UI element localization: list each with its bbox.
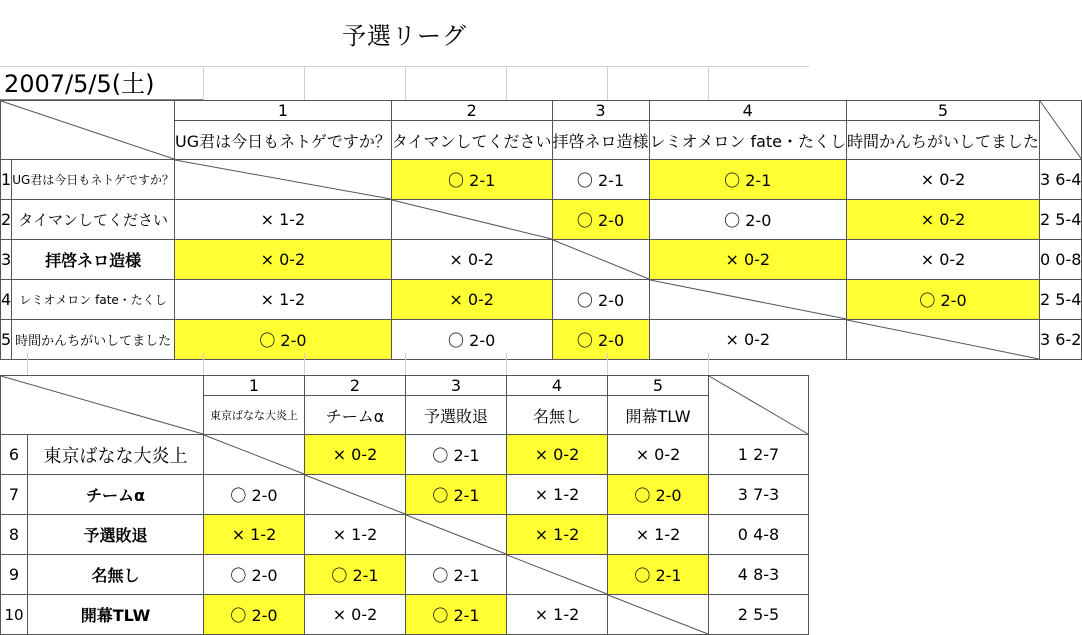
result-cell: × 1-2 <box>204 515 305 555</box>
col-team-name: タイマンしてください <box>391 121 552 160</box>
col-number: 3 <box>406 376 507 396</box>
result-cell: 〇 2-1 <box>406 595 507 635</box>
self-match-cell <box>406 515 507 555</box>
result-cell: 〇 2-0 <box>204 475 305 515</box>
row-number: 9 <box>1 555 28 595</box>
standing-cell: 0 0-8 <box>1040 240 1082 280</box>
gridline <box>203 353 204 375</box>
table-row <box>1 475 809 515</box>
row-number: 8 <box>1 515 28 555</box>
result-cell: × 0-2 <box>847 200 1040 240</box>
row-team-name: 予選敗退 <box>28 515 204 555</box>
standing-cell: 2 5-5 <box>709 595 809 635</box>
row-team-name: 時間かんちがいしてました <box>12 320 175 360</box>
self-match-cell <box>847 320 1040 360</box>
standing-cell: 2 5-4 <box>1040 200 1082 240</box>
gridline <box>304 353 305 375</box>
result-cell: 〇 2-1 <box>649 160 846 200</box>
col-team-name: レミオメロン fate・たくし <box>649 121 846 160</box>
col-team-name: 名無し <box>507 396 608 435</box>
result-cell: × 1-2 <box>507 595 608 635</box>
col-team-name: 予選敗退 <box>406 396 507 435</box>
date-label: 2007/5/5(土) <box>0 68 203 100</box>
self-match-cell <box>552 240 649 280</box>
row-number: 6 <box>1 435 28 475</box>
result-cell: 〇 2-1 <box>406 475 507 515</box>
standing-cell: 3 6-4 <box>1040 160 1082 200</box>
row-number: 1 <box>1 160 12 200</box>
row-number: 2 <box>1 200 12 240</box>
result-cell: × 0-2 <box>305 595 406 635</box>
self-match-cell <box>649 280 846 320</box>
result-cell: × 1-2 <box>507 475 608 515</box>
result-cell: × 0-2 <box>847 240 1040 280</box>
col-number: 5 <box>608 376 709 396</box>
col-number: 4 <box>507 376 608 396</box>
row-team-name: レミオメロン fate・たくし <box>12 280 175 320</box>
row-team-name: 開幕TLW <box>28 595 204 635</box>
result-cell: 〇 2-1 <box>305 555 406 595</box>
self-match-cell <box>507 555 608 595</box>
table-row <box>1 515 809 555</box>
result-cell: 〇 2-1 <box>608 555 709 595</box>
gridline <box>506 353 507 375</box>
table-row <box>1 200 1082 240</box>
result-cell: 〇 2-0 <box>391 320 552 360</box>
row-number: 4 <box>1 280 12 320</box>
col-number: 3 <box>552 101 649 121</box>
self-match-cell <box>391 200 552 240</box>
col-team-name: UG君は今日もネトゲですか？ <box>175 121 392 160</box>
header-corner <box>1 101 175 160</box>
diagonal-line <box>1 376 203 434</box>
row-team-name: タイマンしてください <box>12 200 175 240</box>
standing-cell: 3 6-2 <box>1040 320 1082 360</box>
col-number: 2 <box>391 101 552 121</box>
result-cell: 〇 2-0 <box>204 555 305 595</box>
result-cell: 〇 2-0 <box>552 200 649 240</box>
table-row <box>1 280 1082 320</box>
result-cell: 〇 2-1 <box>552 160 649 200</box>
league-table-1 <box>0 100 1082 360</box>
self-match-cell <box>608 595 709 635</box>
col-number: 5 <box>847 101 1040 121</box>
col-team-name: 拝啓ネロ造様 <box>552 121 649 160</box>
row-team-name: チームα <box>28 475 204 515</box>
league-table-2 <box>0 375 809 635</box>
table-row <box>1 320 1082 360</box>
result-cell: 〇 2-0 <box>608 475 709 515</box>
gridline <box>708 66 709 100</box>
col-number: 2 <box>305 376 406 396</box>
row-number: 10 <box>1 595 28 635</box>
result-cell: × 0-2 <box>175 240 392 280</box>
page-title: 予選リーグ <box>0 0 809 67</box>
self-match-cell <box>305 475 406 515</box>
result-cell: 〇 2-1 <box>406 555 507 595</box>
gridline <box>27 353 28 375</box>
gridline <box>708 353 709 375</box>
gridline <box>405 66 406 100</box>
result-cell: 〇 2-0 <box>552 320 649 360</box>
header-corner-right <box>1040 101 1082 160</box>
result-cell: 〇 2-1 <box>406 435 507 475</box>
result-cell: × 0-2 <box>305 435 406 475</box>
standing-cell: 4 8-3 <box>709 555 809 595</box>
result-cell: × 0-2 <box>847 160 1040 200</box>
gridline <box>607 353 608 375</box>
table-row <box>1 435 809 475</box>
diagonal-line <box>709 376 808 434</box>
table-row <box>1 555 809 595</box>
result-cell: × 1-2 <box>175 280 392 320</box>
table-row <box>1 595 809 635</box>
gridline <box>304 66 305 100</box>
result-cell: 〇 2-0 <box>552 280 649 320</box>
self-match-cell <box>204 435 305 475</box>
standing-cell: 0 4-8 <box>709 515 809 555</box>
result-cell: × 0-2 <box>649 240 846 280</box>
result-cell: × 1-2 <box>175 200 392 240</box>
result-cell: 〇 2-0 <box>649 200 846 240</box>
standing-cell: 2 5-4 <box>1040 280 1082 320</box>
result-cell: 〇 2-0 <box>847 280 1040 320</box>
self-match-cell <box>175 160 392 200</box>
result-cell: 〇 2-0 <box>175 320 392 360</box>
diagonal-line <box>1040 101 1081 159</box>
header-corner <box>1 376 204 435</box>
standing-cell: 3 7-3 <box>709 475 809 515</box>
gridline <box>405 353 406 375</box>
row-number: 3 <box>1 240 12 280</box>
table-row <box>1 160 1082 200</box>
gridline <box>506 66 507 100</box>
row-team-name: 東京ばなな大炎上 <box>28 435 204 475</box>
gridline <box>203 66 204 100</box>
result-cell: 〇 2-0 <box>204 595 305 635</box>
col-team-name: チームα <box>305 396 406 435</box>
row-number: 5 <box>1 320 12 360</box>
result-cell: × 0-2 <box>391 280 552 320</box>
col-team-name: 時間かんちがいしてました <box>847 121 1040 160</box>
result-cell: × 0-2 <box>391 240 552 280</box>
result-cell: × 1-2 <box>608 515 709 555</box>
result-cell: × 1-2 <box>507 515 608 555</box>
row-team-name: UG君は今日もネトゲですか？ <box>12 160 175 200</box>
col-team-name: 開幕TLW <box>608 396 709 435</box>
col-number: 1 <box>175 101 392 121</box>
result-cell: × 0-2 <box>608 435 709 475</box>
row-team-name: 拝啓ネロ造様 <box>12 240 175 280</box>
result-cell: × 0-2 <box>507 435 608 475</box>
result-cell: 〇 2-1 <box>391 160 552 200</box>
col-number: 1 <box>204 376 305 396</box>
row-number: 7 <box>1 475 28 515</box>
result-cell: × 0-2 <box>649 320 846 360</box>
header-corner-right <box>709 376 809 435</box>
gridline <box>607 66 608 100</box>
standing-cell: 1 2-7 <box>709 435 809 475</box>
table-row <box>1 240 1082 280</box>
diagonal-line <box>1 101 174 159</box>
result-cell: × 1-2 <box>305 515 406 555</box>
col-number: 4 <box>649 101 846 121</box>
row-team-name: 名無し <box>28 555 204 595</box>
col-team-name: 東京ばなな大炎上 <box>204 396 305 435</box>
